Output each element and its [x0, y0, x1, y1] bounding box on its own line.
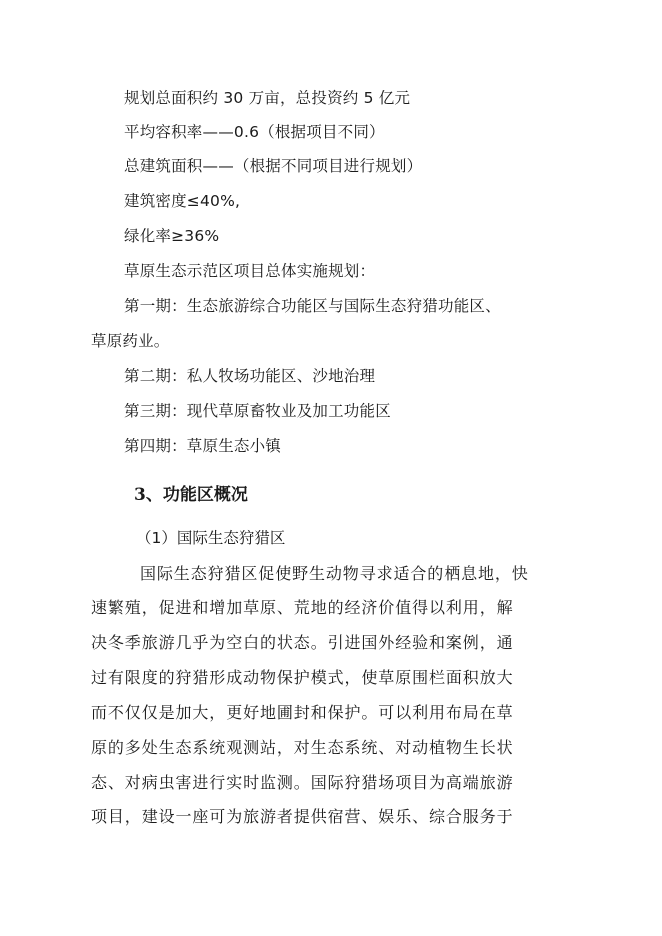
planning-line-overall-plan: 草原生态示范区项目总体实施规划： [124, 262, 376, 280]
paragraph-line: 过有限度的狩猎形成动物保护模式，使草原围栏面积放大 [91, 668, 514, 687]
phase-three-line: 第三期：现代草原畜牧业及加工功能区 [124, 402, 391, 420]
paragraph-line: 态、对病虫害进行实时监测。国际狩猎场项目为高端旅游 [91, 773, 514, 792]
planning-line-area: 规划总面积约 30 万亩，总投资约 5 亿元 [124, 89, 411, 107]
phase-four-line: 第四期：草原生态小镇 [124, 437, 282, 455]
section-heading: 3、功能区概况 [134, 485, 248, 505]
paragraph-line: 速繁殖，促进和增加草原、荒地的经济价值得以利用，解 [91, 598, 514, 617]
phase-two-line: 第二期：私人牧场功能区、沙地治理 [124, 367, 376, 385]
paragraph-line: 项目，建设一座可为旅游者提供宿营、娱乐、综合服务于 [91, 807, 514, 826]
paragraph-line: 原的多处生态系统观测站，对生态系统、对动植物生长状 [91, 738, 514, 757]
paragraph-line: 而不仅仅是加大，更好地圃封和保护。可以利用布局在草 [91, 703, 514, 722]
phase-one-line: 第一期：生态旅游综合功能区与国际生态狩猎功能区、 [124, 297, 501, 315]
planning-line-floor-area: 总建筑面积——（根据不同项目进行规划） [124, 157, 423, 175]
subsection-heading: （1）国际生态狩猎区 [136, 529, 286, 547]
paragraph-line: 国际生态狩猎区促使野生动物寻求适合的栖息地，快 [140, 564, 529, 583]
phase-one-continued-line: 草原药业。 [91, 332, 170, 350]
paragraph-line: 决冬季旅游几乎为空白的状态。引进国外经验和案例，通 [91, 633, 514, 652]
planning-line-density: 建筑密度≤40%, [124, 192, 241, 210]
planning-line-plot-ratio: 平均容积率——0.6（根据项目不同） [124, 123, 385, 141]
planning-line-green-rate: 绿化率≥36% [124, 227, 220, 245]
